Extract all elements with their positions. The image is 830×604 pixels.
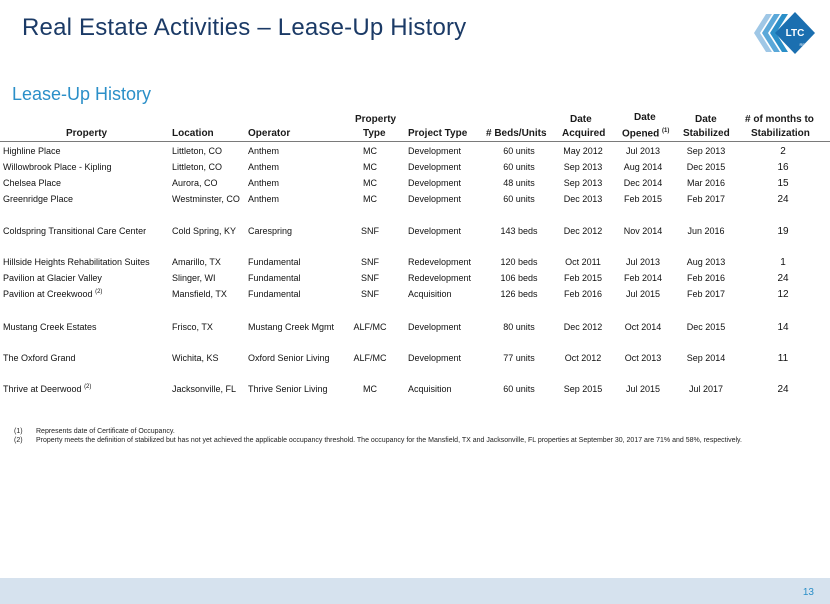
- row-beds-units-value: 143 beds: [500, 226, 538, 236]
- row-location-value: Mansfield, TX: [172, 289, 227, 299]
- row-property-type: [336, 322, 404, 332]
- row-project-type: [408, 257, 471, 267]
- row-operator: [248, 162, 279, 172]
- row-project-type: [408, 146, 461, 156]
- row-date-opened: [618, 322, 668, 332]
- row-date-acquired: [559, 178, 607, 188]
- row-operator: [248, 226, 292, 236]
- row-location: [172, 384, 236, 394]
- row-location-value: Jacksonville, FL: [172, 384, 237, 394]
- row-property: [3, 384, 91, 394]
- col-header-operator: Operator: [248, 128, 291, 139]
- row-date-opened: [618, 162, 668, 172]
- row-beds-units-value: 77 units: [503, 353, 535, 363]
- row-project-type-value: Development: [408, 146, 462, 156]
- row-date-opened-value: Jul 2015: [625, 384, 661, 394]
- row-property-type: [336, 289, 404, 299]
- row-property-type: [336, 146, 404, 156]
- row-property-type-value: MC: [363, 162, 377, 172]
- row-date-opened-value: Oct 2013: [624, 353, 662, 363]
- row-project-type-value: Development: [408, 178, 462, 188]
- row-date-opened: [618, 178, 668, 188]
- row-date-opened: [618, 257, 668, 267]
- row-beds-units: [484, 146, 554, 156]
- row-beds-units-value: 60 units: [503, 384, 535, 394]
- row-months-to-stabilization-value: 11: [777, 353, 789, 364]
- row-property-value: Greenridge Place: [3, 194, 74, 204]
- row-months-to-stabilization-value: 24: [777, 273, 789, 284]
- row-date-stabilized-value: Feb 2016: [686, 273, 726, 283]
- row-project-type: [408, 322, 461, 332]
- row-beds-units-value: 80 units: [503, 322, 535, 332]
- row-location: [172, 162, 222, 172]
- row-date-acquired: [559, 384, 607, 394]
- row-location: [172, 178, 218, 188]
- col-header-date-stabilized-line2: Stabilized: [683, 128, 730, 139]
- logo-text: LTC: [785, 28, 805, 39]
- row-property-value: Mustang Creek Estates: [3, 322, 97, 332]
- footer-bar: [0, 578, 830, 604]
- row-date-stabilized-value: Sep 2013: [686, 146, 726, 156]
- row-location-value: Aurora, CO: [172, 178, 218, 188]
- row-date-opened-value: Jul 2013: [625, 146, 661, 156]
- row-project-type: [408, 162, 461, 172]
- row-property-type-value: MC: [363, 178, 377, 188]
- row-property-type-value: ALF/MC: [353, 322, 387, 332]
- row-date-stabilized-value: Feb 2017: [686, 194, 726, 204]
- row-date-acquired-value: Dec 2013: [563, 194, 603, 204]
- row-operator-value: Fundamental: [248, 273, 301, 283]
- row-property-type: [336, 226, 404, 236]
- row-property-type: [336, 353, 404, 363]
- row-date-stabilized-value: Sep 2014: [686, 353, 726, 363]
- row-location: [172, 257, 221, 267]
- row-property-type-value: SNF: [361, 257, 379, 267]
- footnote-marker: (2): [95, 289, 103, 295]
- row-project-type: [408, 384, 452, 394]
- ltc-reit-logo: [752, 8, 816, 58]
- row-operator: [248, 146, 279, 156]
- row-date-opened-value: Oct 2014: [624, 322, 662, 332]
- row-operator: [248, 384, 328, 394]
- row-date-acquired: [559, 353, 607, 363]
- row-months-to-stabilization-value: 24: [777, 194, 789, 205]
- row-date-stabilized: [680, 257, 732, 267]
- row-months-to-stabilization-value: 12: [777, 289, 789, 300]
- row-date-acquired: [559, 257, 607, 267]
- row-date-acquired: [559, 162, 607, 172]
- row-months-to-stabilization-value: 15: [777, 178, 789, 189]
- row-operator: [248, 194, 279, 204]
- row-date-acquired: [559, 194, 607, 204]
- footnote-text: Property meets the definition of stabilized but has not yet achieved the applicable occupancy threshold. The occupancy for the Mansfield, TX and Jacksonville, FL properties at September 30, 2017 are 71% and 58%, respectively.: [36, 437, 742, 444]
- row-property-type: [336, 178, 404, 188]
- row-project-type-value: Development: [408, 226, 462, 236]
- row-months-to-stabilization: [740, 226, 826, 237]
- row-property-type: [336, 273, 404, 283]
- row-beds-units: [484, 194, 554, 204]
- row-date-stabilized-value: Aug 2013: [686, 257, 726, 267]
- row-months-to-stabilization: [740, 162, 826, 173]
- row-location: [172, 146, 222, 156]
- row-property-value: Pavilion at Glacier Valley: [3, 273, 102, 283]
- row-beds-units-value: 60 units: [503, 146, 535, 156]
- row-date-acquired-value: Oct 2012: [564, 353, 602, 363]
- row-property: [3, 146, 61, 156]
- row-date-opened: [618, 146, 668, 156]
- row-property: [3, 178, 61, 188]
- row-project-type: [408, 273, 471, 283]
- row-project-type-value: Development: [408, 353, 462, 363]
- row-location-value: Wichita, KS: [172, 353, 219, 363]
- row-property: [3, 226, 146, 236]
- row-property-type-value: SNF: [361, 273, 379, 283]
- row-operator: [248, 353, 330, 363]
- row-date-acquired-value: Sep 2015: [563, 384, 603, 394]
- row-date-opened: [618, 194, 668, 204]
- row-date-stabilized-value: Feb 2017: [686, 289, 726, 299]
- row-project-type: [408, 226, 461, 236]
- row-property-type-value: MC: [363, 194, 377, 204]
- row-date-acquired: [559, 146, 607, 156]
- row-date-acquired: [559, 289, 607, 299]
- row-property: [3, 322, 97, 332]
- row-months-to-stabilization: [740, 257, 826, 268]
- row-date-acquired: [559, 273, 607, 283]
- col-header-date-acquired-line2: Acquired: [562, 128, 606, 139]
- row-operator-value: Anthem: [248, 178, 280, 188]
- row-months-to-stabilization-value: 16: [777, 162, 789, 173]
- header-divider: [0, 141, 830, 142]
- row-date-stabilized-value: Jul 2017: [688, 384, 724, 394]
- row-operator: [248, 289, 301, 299]
- row-months-to-stabilization: [740, 353, 826, 364]
- row-date-stabilized-value: Dec 2015: [686, 322, 726, 332]
- row-operator: [248, 322, 334, 332]
- row-beds-units-value: 126 beds: [500, 289, 538, 299]
- row-beds-units: [484, 162, 554, 172]
- row-date-acquired: [559, 322, 607, 332]
- row-beds-units: [484, 322, 554, 332]
- row-operator-value: Anthem: [248, 162, 280, 172]
- page-title: Real Estate Activities – Lease-Up History: [22, 14, 467, 41]
- row-location-value: Frisco, TX: [172, 322, 213, 332]
- row-location-value: Littleton, CO: [172, 162, 223, 172]
- col-header-property-type-line2: Type: [363, 128, 386, 139]
- row-property-type: [336, 257, 404, 267]
- row-property-type: [336, 194, 404, 204]
- row-property-value: Chelsea Place: [3, 178, 62, 188]
- row-beds-units: [484, 226, 554, 236]
- row-date-stabilized: [680, 162, 732, 172]
- row-date-stabilized: [680, 194, 732, 204]
- row-property-type-value: MC: [363, 384, 377, 394]
- row-date-acquired-value: Sep 2013: [563, 178, 603, 188]
- row-property: [3, 273, 102, 283]
- row-date-opened: [618, 273, 668, 283]
- row-months-to-stabilization: [740, 322, 826, 333]
- row-date-opened-value: Dec 2014: [623, 178, 663, 188]
- row-location: [172, 273, 216, 283]
- row-project-type: [408, 289, 452, 299]
- row-project-type-value: Development: [408, 162, 462, 172]
- row-beds-units-value: 106 beds: [500, 273, 538, 283]
- row-date-stabilized: [680, 289, 732, 299]
- row-property-value: Willowbrook Place - Kipling: [3, 162, 112, 172]
- footnote-number: (1): [14, 428, 23, 435]
- row-months-to-stabilization: [740, 178, 826, 189]
- row-operator-value: Carespring: [248, 226, 293, 236]
- row-property-type-value: SNF: [361, 289, 379, 299]
- row-project-type: [408, 353, 461, 363]
- row-operator: [248, 178, 279, 188]
- row-operator-value: Anthem: [248, 194, 280, 204]
- row-date-stabilized: [680, 322, 732, 332]
- row-operator: [248, 273, 301, 283]
- row-project-type-value: Acquisition: [408, 384, 452, 394]
- row-operator-value: Thrive Senior Living: [248, 384, 328, 394]
- row-beds-units: [484, 353, 554, 363]
- col-header-date-acquired-line1: Date: [570, 114, 592, 125]
- row-date-stabilized: [680, 146, 732, 156]
- row-operator-value: Fundamental: [248, 289, 301, 299]
- row-months-to-stabilization-value: 24: [777, 384, 789, 395]
- row-beds-units: [484, 273, 554, 283]
- row-date-stabilized: [680, 178, 732, 188]
- row-location: [172, 353, 219, 363]
- row-date-opened-value: Aug 2014: [623, 162, 663, 172]
- row-property: [3, 162, 112, 172]
- row-location-value: Westminster, CO: [172, 194, 240, 204]
- row-operator-value: Fundamental: [248, 257, 301, 267]
- row-months-to-stabilization-value: 19: [777, 226, 789, 237]
- col-header-months-line1: # of months to: [745, 114, 814, 125]
- row-property-value: Pavilion at Creekwood: [3, 289, 93, 299]
- row-date-stabilized-value: Dec 2015: [686, 162, 726, 172]
- row-date-opened-value: Jul 2015: [625, 289, 661, 299]
- row-months-to-stabilization: [740, 194, 826, 205]
- row-date-stabilized-value: Jun 2016: [687, 226, 725, 236]
- row-property-type-value: MC: [363, 146, 377, 156]
- footnote-number: (2): [14, 437, 23, 444]
- row-date-opened: [618, 384, 668, 394]
- row-date-acquired-value: Oct 2011: [565, 257, 601, 267]
- row-date-acquired-value: Feb 2015: [563, 273, 603, 283]
- row-operator-value: Oxford Senior Living: [248, 353, 330, 363]
- row-location: [172, 194, 240, 204]
- row-property-type: [336, 162, 404, 172]
- col-header-location: Location: [172, 128, 214, 139]
- row-property-value: Highline Place: [3, 146, 61, 156]
- row-property-type-value: SNF: [361, 226, 379, 236]
- row-date-opened-value: Jul 2013: [625, 257, 661, 267]
- col-header-months-line2: Stabilization: [751, 128, 810, 139]
- col-header-property: Property: [66, 128, 108, 139]
- section-subtitle: Lease-Up History: [12, 84, 152, 104]
- row-months-to-stabilization: [740, 273, 826, 284]
- row-date-opened-value: Nov 2014: [623, 226, 663, 236]
- page-number: 13: [802, 587, 814, 598]
- row-date-acquired-value: Dec 2012: [563, 322, 603, 332]
- row-operator: [248, 257, 301, 267]
- row-location: [172, 226, 236, 236]
- row-property: [3, 194, 73, 204]
- row-date-opened: [618, 353, 668, 363]
- row-project-type-value: Redevelopment: [408, 273, 472, 283]
- row-date-acquired-value: May 2012: [563, 146, 603, 156]
- row-date-acquired-value: Sep 2013: [563, 162, 603, 172]
- row-property-value: Coldspring Transitional Care Center: [3, 226, 147, 236]
- row-project-type-value: Development: [408, 322, 462, 332]
- col-header-date-opened-note: (1): [662, 128, 670, 134]
- row-project-type-value: Development: [408, 194, 462, 204]
- row-property-value: The Oxford Grand: [3, 353, 76, 363]
- row-beds-units: [484, 178, 554, 188]
- row-location: [172, 322, 213, 332]
- col-header-date-stabilized-line1: Date: [695, 114, 717, 125]
- row-property-value: Thrive at Deerwood: [3, 384, 82, 394]
- row-months-to-stabilization-value: 2: [780, 146, 786, 157]
- row-date-acquired-value: Feb 2016: [563, 289, 603, 299]
- row-date-acquired: [559, 226, 607, 236]
- row-property-type-value: ALF/MC: [353, 353, 387, 363]
- row-beds-units-value: 120 beds: [500, 257, 538, 267]
- row-months-to-stabilization: [740, 384, 826, 395]
- row-date-acquired-value: Dec 2012: [563, 226, 603, 236]
- row-operator-value: Mustang Creek Mgmt: [248, 322, 335, 332]
- row-operator-value: Anthem: [248, 146, 280, 156]
- footnote-marker: (2): [84, 384, 92, 390]
- row-property-type: [336, 384, 404, 394]
- col-header-beds-units: # Beds/Units: [486, 128, 547, 139]
- row-beds-units: [484, 384, 554, 394]
- row-beds-units-value: 60 units: [503, 194, 535, 204]
- row-location-value: Slinger, WI: [172, 273, 216, 283]
- col-header-date-opened-line1: Date: [634, 112, 656, 123]
- row-date-stabilized: [680, 273, 732, 283]
- row-property: [3, 257, 150, 267]
- row-date-opened-value: Feb 2015: [623, 194, 663, 204]
- row-date-stabilized: [680, 353, 732, 363]
- row-months-to-stabilization: [740, 146, 826, 157]
- row-date-stabilized: [680, 226, 732, 236]
- row-beds-units: [484, 289, 554, 299]
- col-header-date-opened-line2: [622, 128, 669, 139]
- row-location: [172, 289, 227, 299]
- row-date-opened-value: Feb 2014: [623, 273, 663, 283]
- row-months-to-stabilization-value: 1: [780, 257, 786, 268]
- row-project-type: [408, 194, 461, 204]
- row-project-type: [408, 178, 461, 188]
- row-months-to-stabilization-value: 14: [777, 322, 789, 333]
- row-date-opened: [618, 289, 668, 299]
- col-header-property-type-line1: Property: [355, 114, 397, 125]
- row-project-type-value: Acquisition: [408, 289, 452, 299]
- row-property-value: Hillside Heights Rehabilitation Suites: [3, 257, 150, 267]
- row-beds-units-value: 60 units: [503, 162, 535, 172]
- row-beds-units: [484, 257, 554, 267]
- row-project-type-value: Redevelopment: [408, 257, 472, 267]
- row-location-value: Cold Spring, KY: [172, 226, 237, 236]
- row-property: [3, 353, 76, 363]
- row-date-stabilized: [680, 384, 732, 394]
- col-header-project-type: Project Type: [408, 128, 468, 139]
- row-location-value: Littleton, CO: [172, 146, 223, 156]
- row-property: [3, 289, 102, 299]
- row-location-value: Amarillo, TX: [172, 257, 221, 267]
- row-months-to-stabilization: [740, 289, 826, 300]
- row-beds-units-value: 48 units: [503, 178, 535, 188]
- row-date-opened: [618, 226, 668, 236]
- logo-subtext: REIT: [799, 42, 809, 47]
- col-header-date-opened-label: Opened: [622, 128, 660, 140]
- row-date-stabilized-value: Mar 2016: [686, 178, 726, 188]
- footnote-text: Represents date of Certificate of Occupancy.: [36, 428, 175, 435]
